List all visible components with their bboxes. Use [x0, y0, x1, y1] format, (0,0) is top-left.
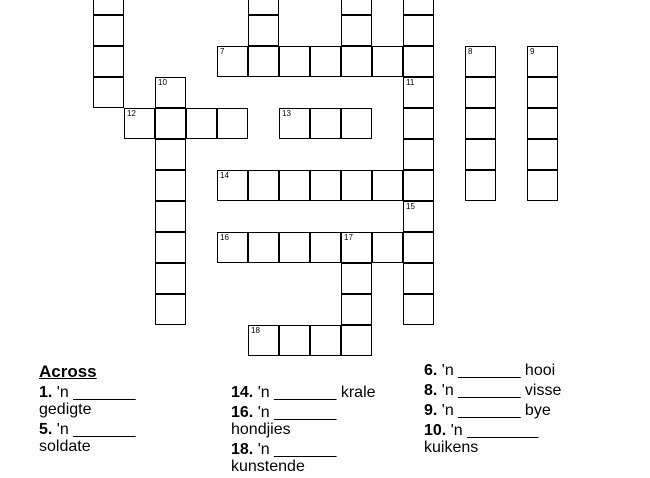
clue-number: 18. — [231, 441, 254, 458]
crossword-cell[interactable] — [93, 77, 124, 108]
crossword-cell[interactable] — [465, 139, 496, 170]
cell-number: 12 — [127, 109, 136, 118]
crossword-cell[interactable] — [310, 46, 341, 77]
crossword-cell[interactable] — [155, 232, 186, 263]
crossword-cell[interactable] — [341, 108, 372, 139]
crossword-cell[interactable] — [155, 263, 186, 294]
clue-text: 'n _______ bye — [441, 402, 551, 419]
across-heading: Across — [39, 362, 97, 381]
crossword-cell[interactable] — [403, 46, 434, 77]
clue-text: 'n _______ hooi — [441, 362, 556, 379]
clue-14 — [231, 384, 376, 401]
crossword-cell[interactable] — [310, 232, 341, 263]
clue-continuation: hondjies — [231, 421, 291, 438]
crossword-cell[interactable] — [341, 170, 372, 201]
clue-number: 16. — [231, 404, 254, 421]
crossword-cell[interactable] — [527, 108, 558, 139]
crossword-cell[interactable] — [403, 77, 434, 108]
crossword-cell[interactable] — [217, 108, 248, 139]
crossword-cell[interactable] — [527, 139, 558, 170]
crossword-cell[interactable] — [155, 139, 186, 170]
clue-number: 6. — [424, 362, 438, 379]
crossword-cell[interactable] — [403, 294, 434, 325]
crossword-cell[interactable] — [248, 0, 279, 15]
crossword-cell[interactable] — [403, 0, 434, 15]
clue-text: 'n _______ — [257, 441, 337, 458]
clue-text: 'n ________ — [450, 422, 539, 439]
crossword-cell[interactable] — [403, 108, 434, 139]
crossword-cell[interactable] — [310, 325, 341, 356]
clue-continuation: soldate — [39, 438, 91, 455]
clues-section — [0, 356, 650, 475]
crossword-cell[interactable] — [155, 294, 186, 325]
cell-number: 11 — [406, 78, 415, 87]
cell-number: 18 — [251, 326, 260, 335]
clue-9 — [424, 402, 561, 419]
crossword-cell[interactable] — [403, 139, 434, 170]
crossword-cell[interactable] — [155, 201, 186, 232]
clues-column-3 — [424, 362, 561, 459]
crossword-cell[interactable] — [341, 263, 372, 294]
crossword-cell[interactable] — [341, 15, 372, 46]
crossword-cell[interactable] — [248, 232, 279, 263]
crossword-cell[interactable] — [403, 170, 434, 201]
crossword-cell[interactable] — [155, 108, 186, 139]
crossword-cell[interactable] — [279, 232, 310, 263]
crossword-cell[interactable] — [93, 46, 124, 77]
crossword-cell[interactable] — [341, 325, 372, 356]
crossword-cell[interactable] — [217, 232, 248, 263]
crossword-cell[interactable] — [465, 46, 496, 77]
crossword-cell[interactable] — [248, 170, 279, 201]
crossword-cell[interactable] — [93, 15, 124, 46]
crossword-cell[interactable] — [527, 46, 558, 77]
crossword-cell[interactable] — [248, 46, 279, 77]
crossword-cell[interactable] — [527, 170, 558, 201]
crossword-cell[interactable] — [465, 170, 496, 201]
clues-column-1 — [39, 362, 135, 458]
clue-number: 8. — [424, 382, 438, 399]
clues-column-2 — [231, 362, 376, 478]
crossword-cell[interactable] — [372, 46, 403, 77]
crossword-cell[interactable] — [155, 170, 186, 201]
crossword-cell[interactable] — [155, 77, 186, 108]
crossword-cell[interactable] — [310, 170, 341, 201]
clue-text: 'n _______ — [56, 384, 136, 401]
cell-number: 10 — [158, 78, 167, 87]
crossword-cell[interactable] — [341, 0, 372, 15]
crossword-cell[interactable] — [465, 77, 496, 108]
crossword-cell[interactable] — [403, 232, 434, 263]
clue-continuation: kuikens — [424, 439, 479, 456]
clue-8 — [424, 382, 561, 399]
crossword-cell[interactable] — [372, 170, 403, 201]
crossword-cell[interactable] — [341, 232, 372, 263]
crossword-cell[interactable] — [279, 170, 310, 201]
clue-text: 'n _______ krale — [257, 384, 376, 401]
clue-16 — [231, 404, 376, 438]
crossword-cell[interactable] — [403, 201, 434, 232]
cell-number: 13 — [282, 109, 291, 118]
crossword-cell[interactable] — [279, 108, 310, 139]
clue-18 — [231, 441, 376, 475]
cell-number: 9 — [530, 47, 535, 56]
crossword-cell[interactable] — [186, 108, 217, 139]
clue-10 — [424, 422, 561, 456]
clue-continuation: kunstende — [231, 458, 305, 475]
crossword-cell[interactable] — [465, 108, 496, 139]
cell-number: 16 — [220, 233, 229, 242]
crossword-cell[interactable] — [248, 325, 279, 356]
clue-number: 10. — [424, 422, 447, 439]
crossword-cell[interactable] — [403, 15, 434, 46]
clue-1 — [39, 384, 135, 418]
clue-5 — [39, 421, 135, 455]
crossword-cell[interactable] — [279, 46, 310, 77]
crossword-cell[interactable] — [372, 232, 403, 263]
crossword-cell[interactable] — [217, 46, 248, 77]
cell-number: 8 — [468, 47, 473, 56]
crossword-cell[interactable] — [341, 46, 372, 77]
crossword-cell[interactable] — [341, 294, 372, 325]
clue-number: 1. — [39, 384, 53, 401]
crossword-cell[interactable] — [527, 77, 558, 108]
clue-text: 'n _______ — [56, 421, 136, 438]
clue-text: 'n _______ visse — [441, 382, 562, 399]
clue-6 — [424, 362, 561, 379]
clue-number: 9. — [424, 402, 438, 419]
cell-number: 17 — [344, 233, 353, 242]
clue-number: 5. — [39, 421, 53, 438]
clue-continuation: gedigte — [39, 401, 92, 418]
crossword-cell[interactable] — [124, 108, 155, 139]
crossword-cell[interactable] — [93, 0, 124, 15]
crossword-cell[interactable] — [279, 325, 310, 356]
clue-text: 'n _______ — [257, 404, 337, 421]
cell-number: 15 — [406, 202, 415, 211]
cell-number: 14 — [220, 171, 229, 180]
crossword-cell[interactable] — [310, 108, 341, 139]
cell-number: 7 — [220, 47, 225, 56]
clue-number: 14. — [231, 384, 254, 401]
crossword-cell[interactable] — [217, 170, 248, 201]
crossword-cell[interactable] — [403, 263, 434, 294]
crossword-cell[interactable] — [248, 15, 279, 46]
